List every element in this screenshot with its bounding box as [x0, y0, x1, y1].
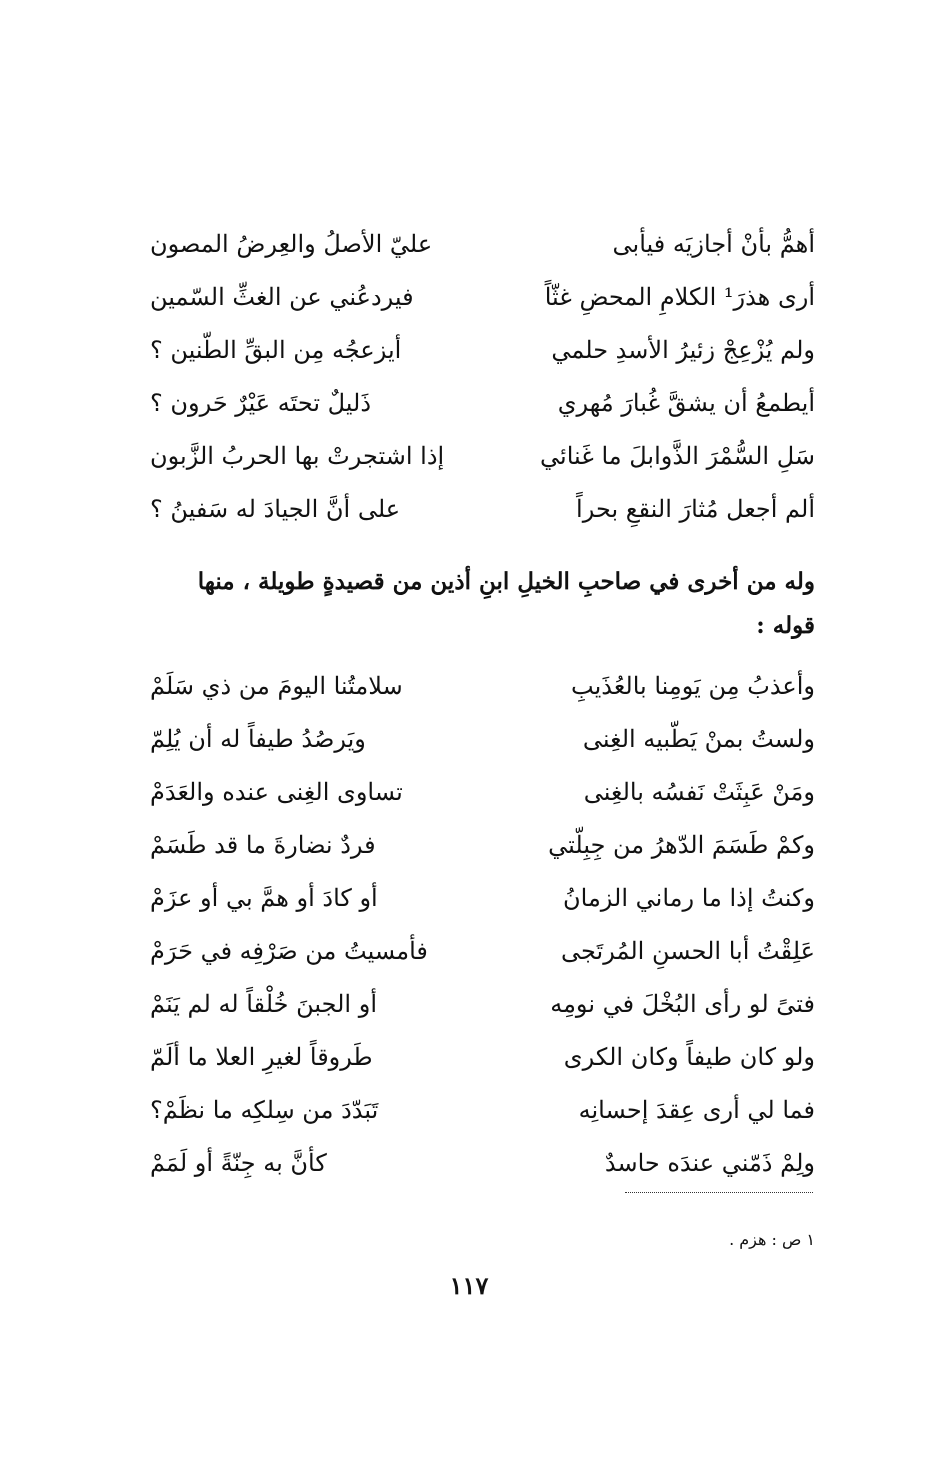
hemistich-right: أيطمعُ أن يشقَّ غُبارَ مُهري — [557, 389, 815, 417]
hemistich-right: سَلِ السُّمْرَ الذَّوابلَ ما غَنائي — [540, 442, 815, 470]
hemistich-right: أرى هذرَ¹ الكلامِ المحضِ غثّاً — [544, 283, 815, 311]
verse — [150, 1141, 815, 1194]
hemistich-left: فردٌ نضارةَ ما قد طَسَمْ — [150, 831, 376, 859]
prose-introduction — [150, 560, 815, 648]
hemistich-left: طَروقاً لغيرِ العلا ما ألَمّ — [150, 1043, 373, 1071]
footnote-separator — [625, 1192, 813, 1193]
verse — [150, 275, 815, 328]
hemistich-left: إذا اشتجرتْ بها الحربُ الزَّبون — [150, 442, 445, 470]
hemistich-left: كأنَّ به جِنّةً أو لَمَمْ — [150, 1149, 327, 1177]
verse — [150, 381, 815, 434]
hemistich-left: سلامتُنا اليومَ من ذي سَلَمْ — [150, 672, 403, 700]
hemistich-left: ذَليلٌ تحتَه عَيْرٌ حَرون ؟ — [150, 389, 372, 417]
hemistich-right: وأعذبُ مِن يَومِنا بالعُذَيبِ — [571, 672, 815, 700]
hemistich-right: وكمْ طَسَمَ الدّهرُ من جِبِلّتي — [548, 831, 815, 859]
verse — [150, 1035, 815, 1088]
verse — [150, 876, 815, 929]
hemistich-left: أيزعجُه مِن البقِّ الطّنين ؟ — [150, 336, 402, 364]
verse — [150, 328, 815, 381]
hemistich-right: ولم يُزْعِجْ زئيرُ الأسدِ حلمي — [551, 336, 815, 364]
verse — [150, 982, 815, 1035]
hemistich-left: فيردعُني عن الغثِّ السّمين — [150, 283, 414, 311]
verse — [150, 823, 815, 876]
verse — [150, 1088, 815, 1141]
hemistich-right: أهمُّ بأنْ أجازيَه فيأبى — [612, 230, 815, 258]
verse — [150, 487, 815, 540]
prose-line: وله من أخرى في صاحبِ الخيلِ ابنِ أذين من قصيدةٍ طويلة ، منها — [197, 568, 815, 595]
footnote: ١ ص : هزم . — [729, 1230, 815, 1249]
poem-first — [150, 222, 815, 540]
verse — [150, 664, 815, 717]
verse — [150, 770, 815, 823]
hemistich-right: عَلِقْتُ أبا الحسنِ المُرتَجى — [561, 937, 815, 965]
hemistich-right: ألم أجعل مُثارَ النقعِ بحراً — [576, 495, 815, 523]
hemistich-left: على أنَّ الجيادَ له سَفينُ ؟ — [150, 495, 401, 523]
hemistich-right: وكنتُ إذا ما رماني الزمانُ — [563, 884, 815, 912]
poem-second — [150, 664, 815, 1194]
hemistich-left: أو الجبنَ خُلْقاً له لم يَنَمْ — [150, 990, 377, 1018]
verse — [150, 222, 815, 275]
hemistich-left: عليّ الأصلُ والعِرضُ المصون — [150, 230, 433, 258]
hemistich-right: ولِمْ ذَمّني عندَه حاسدٌ — [604, 1149, 815, 1177]
hemistich-right: ومَنْ عَبِثَتْ نَفسُه بالغِنى — [583, 778, 815, 806]
verse — [150, 929, 815, 982]
hemistich-left: فأمسيتُ من صَرْفِه في حَرَمْ — [150, 937, 428, 965]
prose-line: قوله : — [756, 612, 815, 639]
hemistich-left: أو كادَ أو همَّ بي أو عزَمْ — [150, 884, 378, 912]
page-number: ١١٧ — [449, 1271, 489, 1300]
hemistich-left: ويَرصُدُ طيفاً له أن يُلِمّ — [150, 725, 366, 753]
hemistich-right: فما لي أرى عِقدَ إحسانِه — [578, 1096, 815, 1124]
verse — [150, 717, 815, 770]
verse — [150, 434, 815, 487]
hemistich-right: ولستُ بمنْ يَطّبيه الغِنى — [582, 725, 815, 753]
hemistich-left: تساوى الغِنى عنده والعَدَمْ — [150, 778, 403, 806]
hemistich-right: فتىً لو رأى البُخْلَ في نومِه — [550, 990, 815, 1018]
hemistich-right: ولو كان طيفاً وكان الكرى — [563, 1043, 815, 1071]
hemistich-left: تَبَدّدَ من سِلكِه ما نظَمْ؟ — [150, 1096, 379, 1124]
